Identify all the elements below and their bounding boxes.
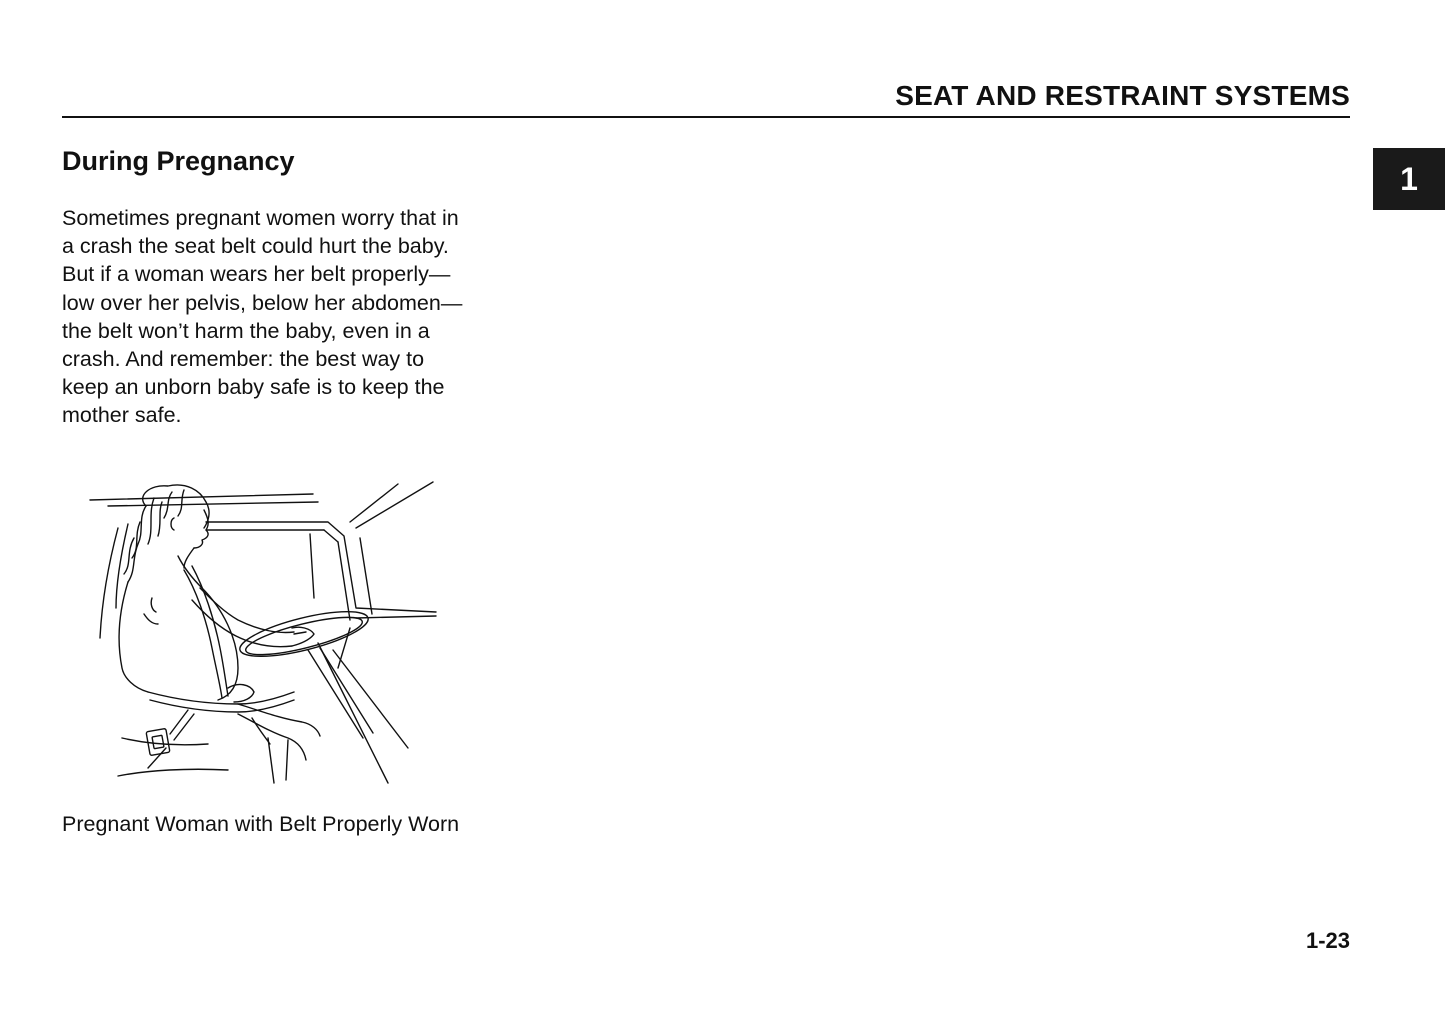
chapter-tab [1373, 148, 1445, 210]
section-heading: During Pregnancy [62, 146, 295, 176]
running-header-title: SEAT AND RESTRAINT SYSTEMS [895, 80, 1350, 111]
body-paragraph: Sometimes pregnant women worry that in a crash the seat belt could hurt the baby. But if a woman wears her belt properly—low over her pelvis, below her abdomen—the belt won’t harm the baby, even in a crash. And remember: the best way to keep an unborn baby safe is to keep the mother safe. [62, 206, 463, 428]
figure-caption: Pregnant Woman with Belt Properly Worn [62, 812, 460, 836]
chapter-number: 1 [1400, 160, 1418, 197]
page-number: 1-23 [1305, 928, 1350, 953]
header-rule [62, 116, 1350, 118]
pregnant-woman-seated-with-belt-icon [88, 478, 440, 784]
